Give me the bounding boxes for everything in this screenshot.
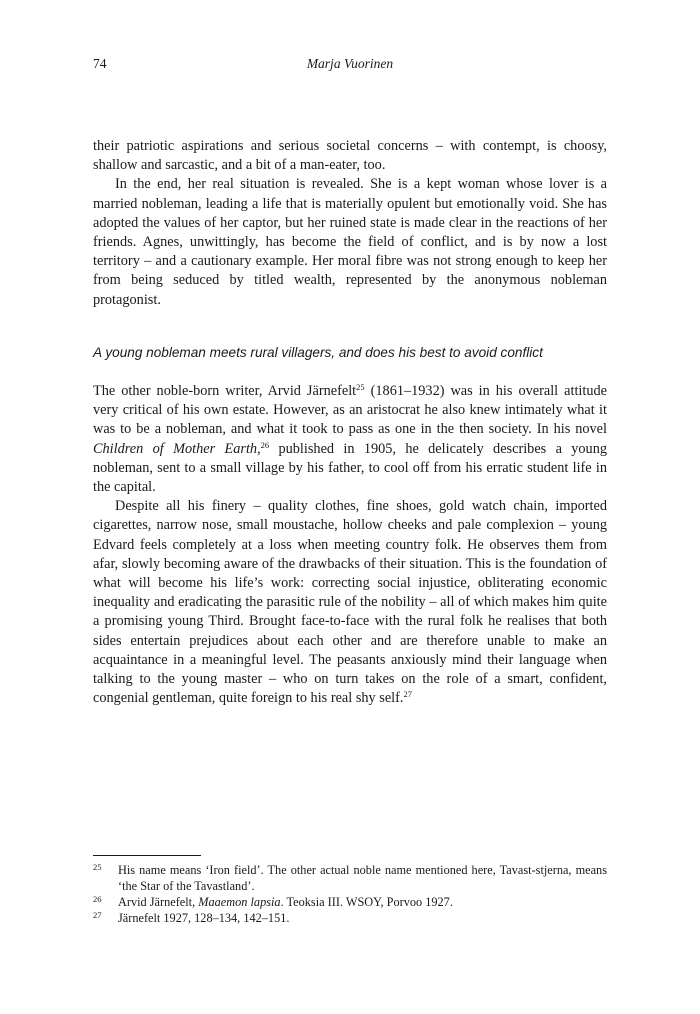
- footnote-number: 26: [93, 894, 102, 904]
- footnote-number: 25: [93, 862, 102, 872]
- paragraph-jarnefelt: [93, 382, 607, 497]
- footnote-25: [93, 862, 607, 894]
- footnote-text-part: Arvid Järnefelt,: [118, 895, 199, 909]
- footnote-ref-26: 26: [260, 439, 270, 450]
- paragraph-edvard: [93, 497, 607, 708]
- footnote-book-title: Maaemon lapsia: [198, 895, 281, 909]
- footnote-divider: [93, 855, 201, 856]
- running-header: [93, 56, 607, 76]
- book-title: Children of Mother Earth: [93, 440, 258, 457]
- footnote-ref-25: 25: [356, 382, 365, 392]
- footnote-text: Järnefelt 1927, 128–134, 142–151.: [118, 911, 290, 925]
- section-heading: A young nobleman meets rural villagers, and does his best to avoid conflict: [93, 345, 543, 360]
- body-text-bottom: [93, 382, 607, 708]
- paragraph-text: ,: [257, 440, 261, 457]
- paragraph-text: published in 1905, he delicately describes a young nobleman, sent to a small village by his father, to cool off from his erratic student life in the capital.: [93, 440, 607, 496]
- footnote-ref-27: 27: [403, 689, 412, 700]
- running-title: Marja Vuorinen: [306, 56, 394, 71]
- footnote-text: His name means ‘Iron field’. The other actual noble name mentioned here, Tavast-stjerna, means ‘the Star of the Tavastland’.: [118, 863, 607, 893]
- footnote-26: [93, 894, 607, 910]
- paragraph-text: The other noble-born writer, Arvid Järnefelt: [93, 383, 357, 399]
- body-text-top: [93, 137, 607, 310]
- footnote-text-part: . Teoksia III. WSOY, Porvoo 1927.: [280, 895, 453, 909]
- footnotes: [93, 862, 607, 926]
- footnote-text: [118, 894, 607, 910]
- footnote-number: 27: [93, 910, 102, 920]
- paragraph-agnes: In the end, her real situation is revealed. She is a kept woman whose lover is a married nobleman, leading a life that is materially opulent but emotionally void. She has adopted the values of her captor, but her ruined state is made clear in the reactions of her friends. Agnes, unwittingly, has become the field of conflict, and is by now a lost territory – and a cautionary example. Her moral fibre was not strong enough to keep her from being seduced by titled wealth, represented by the anonymous nobleman protagonist.: [93, 176, 607, 308]
- paragraph-text: (1861–1932) was in his overall attitude very critical of his own estate. However, as an aristocrat he also knew intimately what it was to be a nobleman, and what it took to pass as one in the then society. In his novel: [93, 383, 607, 438]
- page-number: 74: [93, 56, 107, 71]
- paragraph-continued: their patriotic aspirations and serious societal concerns – with contempt, is choosy, shallow and sarcastic, and a bit of a man-eater, too.: [93, 138, 607, 174]
- paragraph-text: Despite all his finery – quality clothes, fine shoes, gold watch chain, imported cigarettes, narrow nose, small moustache, hollow cheeks and pale complexion – young Edvard feels completely at a loss when meeting country folk. He observes them from afar, slowly becoming aware of the drawbacks of their situation. This is the foundation of what will become his life’s work: correcting social injustice, obliterating economic inequality and eradicating the parasitic rule of the nobility – all of which makes him quite a promising young Third. Brought face-to-face with the rural folk he realises that both sides entertain prejudices about each other and are therefore unable to make an acquaintance in a meaningful level. The peasants anxiously mind their language when talking to the young master – who on turn takes on the role of a smart, confident, congenial gentleman, quite foreign to his real shy self.: [93, 498, 607, 707]
- footnote-27: [93, 910, 607, 926]
